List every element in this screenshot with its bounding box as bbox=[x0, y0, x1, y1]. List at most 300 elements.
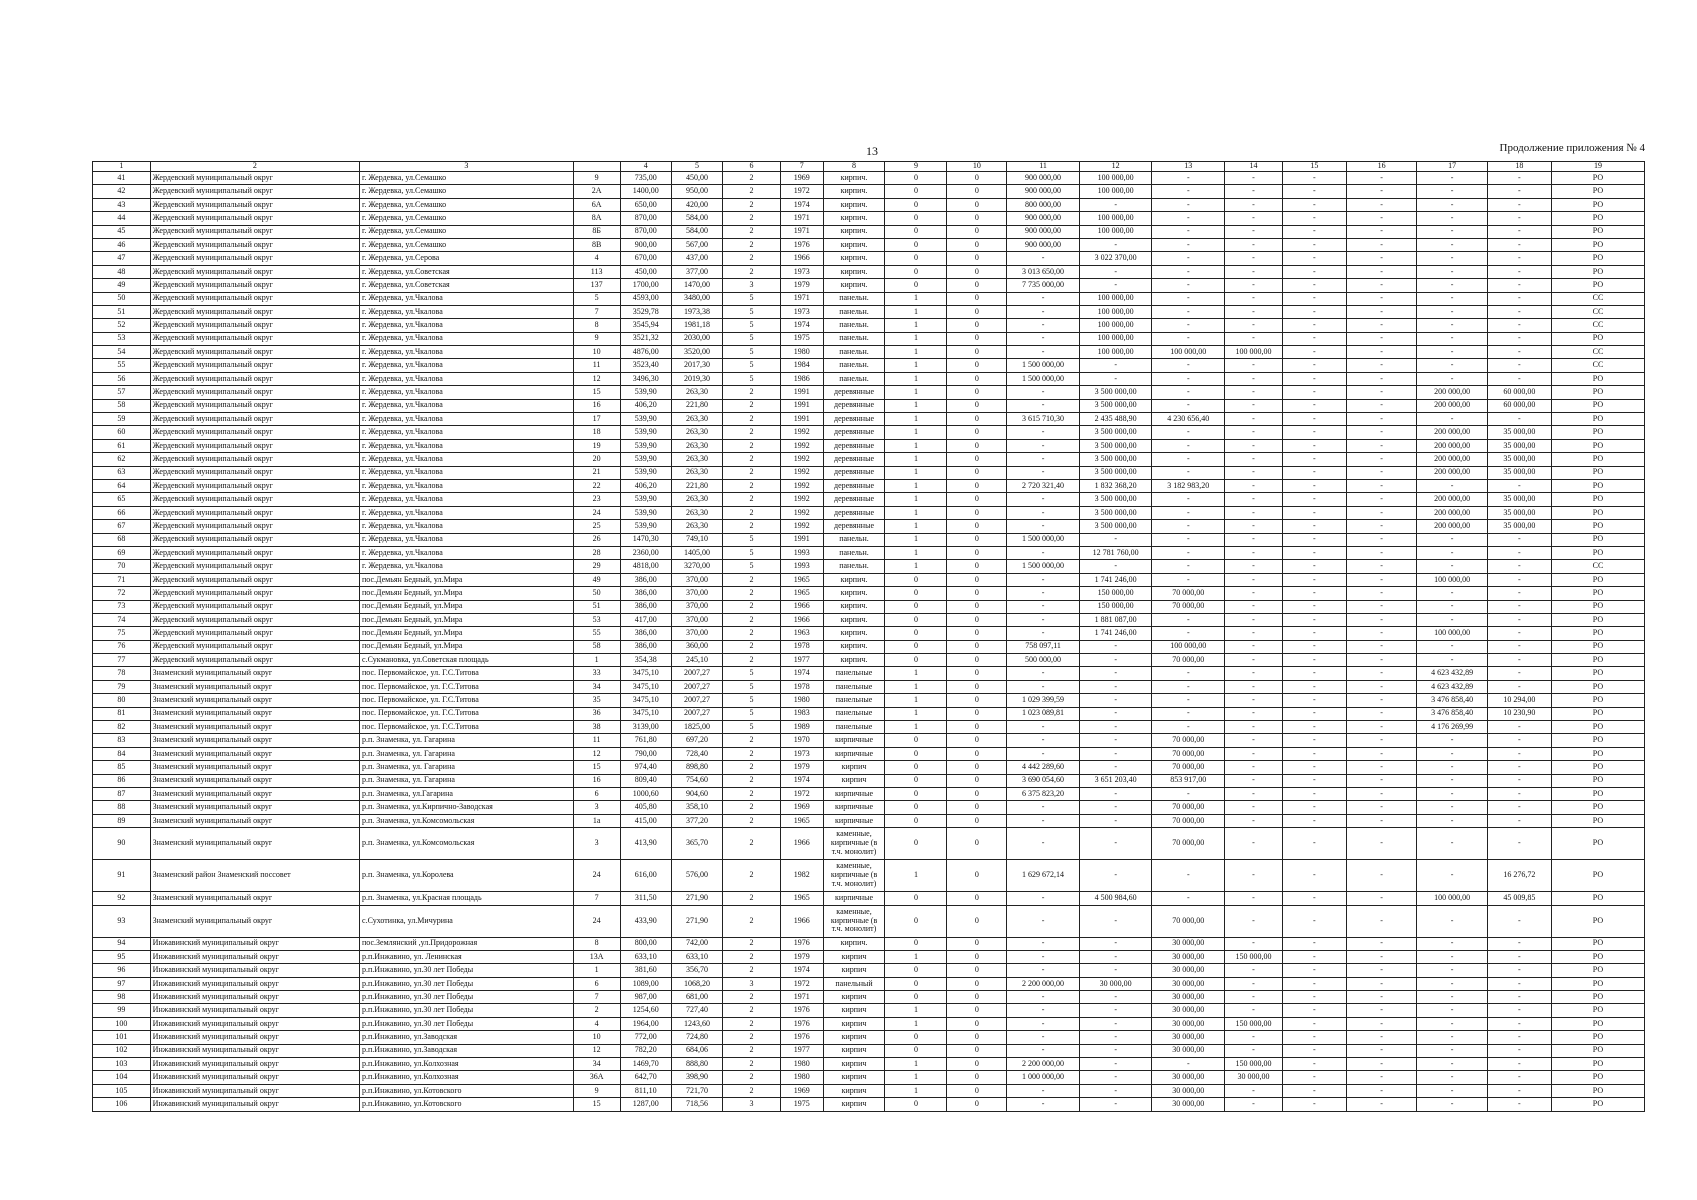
table-cell: РО bbox=[1551, 1084, 1644, 1097]
table-cell: 2 bbox=[723, 238, 781, 251]
table-cell: - bbox=[1225, 238, 1283, 251]
table-cell: 0 bbox=[885, 991, 947, 1004]
table-cell: 311,50 bbox=[620, 892, 671, 905]
table-cell: 70 000,00 bbox=[1152, 747, 1225, 760]
table-cell: - bbox=[1007, 991, 1080, 1004]
table-cell: - bbox=[1152, 198, 1225, 211]
table-cell: - bbox=[1487, 185, 1551, 198]
table-cell: - bbox=[1225, 413, 1283, 426]
table-cell: г. Жердевка, ул.Семашко bbox=[360, 212, 574, 225]
table-cell: 1992 bbox=[780, 479, 823, 492]
table-row bbox=[93, 372, 1645, 385]
table-cell: Инжавинский муниципальный округ bbox=[150, 1084, 359, 1097]
table-cell: 83 bbox=[93, 734, 151, 747]
table-cell: 54 bbox=[93, 346, 151, 359]
table-cell: РО bbox=[1551, 950, 1644, 963]
table-cell: 0 bbox=[885, 801, 947, 814]
table-cell: - bbox=[1487, 279, 1551, 292]
table-cell: - bbox=[1346, 520, 1416, 533]
table-cell: 0 bbox=[947, 860, 1007, 892]
table-row bbox=[93, 761, 1645, 774]
table-cell: - bbox=[1487, 801, 1551, 814]
table-cell: - bbox=[1282, 372, 1346, 385]
table-row bbox=[93, 1071, 1645, 1084]
table-cell: - bbox=[1225, 319, 1283, 332]
table-cell: р.п.Инжавино, ул.Котовского bbox=[360, 1098, 574, 1111]
table-cell: 1 500 000,00 bbox=[1007, 372, 1080, 385]
table-row bbox=[93, 520, 1645, 533]
table-cell: 386,00 bbox=[620, 600, 671, 613]
table-cell: Жердевский муниципальный округ bbox=[150, 426, 359, 439]
table-cell: - bbox=[1152, 680, 1225, 693]
table-cell: 0 bbox=[947, 533, 1007, 546]
table-cell: - bbox=[1282, 937, 1346, 950]
table-cell: 64 bbox=[93, 479, 151, 492]
table-cell: 900 000,00 bbox=[1007, 238, 1080, 251]
table-cell: 3 500 000,00 bbox=[1079, 506, 1152, 519]
table-cell: - bbox=[1282, 346, 1346, 359]
table-cell: 888,80 bbox=[671, 1058, 722, 1071]
table-cell: 7 735 000,00 bbox=[1007, 279, 1080, 292]
table-cell: - bbox=[1346, 667, 1416, 680]
table-cell: 0 bbox=[947, 814, 1007, 827]
table-row bbox=[93, 774, 1645, 787]
table-cell: 782,20 bbox=[620, 1044, 671, 1057]
table-row bbox=[93, 828, 1645, 860]
table-cell: Жердевский муниципальный округ bbox=[150, 332, 359, 345]
table-cell: РО bbox=[1551, 721, 1644, 734]
table-cell: 1 500 000,00 bbox=[1007, 359, 1080, 372]
table-cell: - bbox=[1487, 1004, 1551, 1017]
table-cell: Жердевский муниципальный округ bbox=[150, 466, 359, 479]
table-cell: 1971 bbox=[780, 225, 823, 238]
table-cell: 0 bbox=[885, 814, 947, 827]
table-cell: кирпичные bbox=[823, 734, 885, 747]
table-cell: 0 bbox=[885, 627, 947, 640]
table-cell: - bbox=[1346, 506, 1416, 519]
table-cell: 1972 bbox=[780, 787, 823, 800]
table-cell: р.п. Знаменка, ул.Кирпично-Заводская bbox=[360, 801, 574, 814]
table-cell: 84 bbox=[93, 747, 151, 760]
table-cell: 263,30 bbox=[671, 386, 722, 399]
table-cell: 66 bbox=[93, 506, 151, 519]
table-cell: - bbox=[1346, 359, 1416, 372]
table-cell: РО bbox=[1551, 533, 1644, 546]
table-cell: - bbox=[1225, 332, 1283, 345]
table-cell: - bbox=[1487, 372, 1551, 385]
column-header: 8 bbox=[823, 162, 885, 172]
table-cell: - bbox=[1007, 332, 1080, 345]
table-cell: 1825,00 bbox=[671, 721, 722, 734]
table-cell: 0 bbox=[947, 573, 1007, 586]
table-cell: 0 bbox=[947, 238, 1007, 251]
table-cell: - bbox=[1282, 305, 1346, 318]
table-cell: 30 000,00 bbox=[1152, 1017, 1225, 1030]
table-cell: 100 000,00 bbox=[1152, 346, 1225, 359]
table-cell: 30 000,00 bbox=[1152, 977, 1225, 990]
table-cell: деревянные bbox=[823, 426, 885, 439]
table-cell: - bbox=[1225, 721, 1283, 734]
table-cell: 1992 bbox=[780, 493, 823, 506]
table-row bbox=[93, 212, 1645, 225]
table-cell: 1 bbox=[885, 386, 947, 399]
table-cell: 34 bbox=[573, 680, 620, 693]
table-cell: 1965 bbox=[780, 814, 823, 827]
column-header bbox=[573, 162, 620, 172]
table-cell: - bbox=[1079, 801, 1152, 814]
table-cell: 3475,10 bbox=[620, 707, 671, 720]
table-cell: - bbox=[1346, 964, 1416, 977]
table-cell: - bbox=[1225, 533, 1283, 546]
table-cell: - bbox=[1007, 680, 1080, 693]
table-cell: 55 bbox=[573, 627, 620, 640]
column-header: 15 bbox=[1282, 162, 1346, 172]
table-cell: - bbox=[1152, 627, 1225, 640]
table-cell: 386,00 bbox=[620, 587, 671, 600]
table-cell: 1973 bbox=[780, 747, 823, 760]
table-cell: - bbox=[1007, 573, 1080, 586]
table-cell: 1976 bbox=[780, 1017, 823, 1030]
table-cell: - bbox=[1346, 1084, 1416, 1097]
table-cell: пос.Демьян Бедный, ул.Мира bbox=[360, 640, 574, 653]
table-cell: 1969 bbox=[780, 801, 823, 814]
table-cell: - bbox=[1007, 950, 1080, 963]
table-cell: - bbox=[1152, 439, 1225, 452]
table-cell: - bbox=[1346, 801, 1416, 814]
table-cell: 1981,18 bbox=[671, 319, 722, 332]
table-cell: р.п.Инжавино, ул.30 лет Победы bbox=[360, 991, 574, 1004]
table-cell: 5 bbox=[723, 694, 781, 707]
table-cell: - bbox=[1079, 654, 1152, 667]
table-cell: - bbox=[1346, 761, 1416, 774]
table-cell: 59 bbox=[93, 413, 151, 426]
table-cell: 0 bbox=[947, 399, 1007, 412]
table-cell: 2 200 000,00 bbox=[1007, 977, 1080, 990]
table-cell: РО bbox=[1551, 774, 1644, 787]
table-cell: пос.Демьян Бедный, ул.Мира bbox=[360, 600, 574, 613]
table-cell: Жердевский муниципальный округ bbox=[150, 600, 359, 613]
table-cell: 8 bbox=[573, 937, 620, 950]
table-cell: - bbox=[1225, 787, 1283, 800]
table-cell: кирпичные bbox=[823, 801, 885, 814]
table-cell: 0 bbox=[947, 212, 1007, 225]
table-cell: - bbox=[1007, 520, 1080, 533]
table-cell: 727,40 bbox=[671, 1004, 722, 1017]
table-cell: 57 bbox=[93, 386, 151, 399]
table-cell: панельн. bbox=[823, 332, 885, 345]
table-cell: - bbox=[1282, 654, 1346, 667]
housing-table bbox=[92, 161, 1645, 1112]
table-cell: - bbox=[1282, 892, 1346, 905]
column-header: 6 bbox=[723, 162, 781, 172]
table-cell: деревянные bbox=[823, 466, 885, 479]
table-cell: 0 bbox=[947, 305, 1007, 318]
table-cell: Жердевский муниципальный округ bbox=[150, 198, 359, 211]
table-cell: - bbox=[1152, 386, 1225, 399]
table-cell: РО bbox=[1551, 734, 1644, 747]
table-cell: 1980 bbox=[780, 1058, 823, 1071]
table-cell: - bbox=[1152, 252, 1225, 265]
table-cell: - bbox=[1152, 546, 1225, 559]
table-cell: 2 bbox=[723, 860, 781, 892]
table-cell: 70 000,00 bbox=[1152, 801, 1225, 814]
table-cell: 539,90 bbox=[620, 426, 671, 439]
table-cell: - bbox=[1346, 332, 1416, 345]
table-cell: 0 bbox=[947, 426, 1007, 439]
table-row bbox=[93, 453, 1645, 466]
table-cell: - bbox=[1346, 747, 1416, 760]
table-cell: - bbox=[1417, 828, 1487, 860]
table-cell: 3 500 000,00 bbox=[1079, 520, 1152, 533]
table-cell: - bbox=[1007, 600, 1080, 613]
table-cell: пос. Первомайское, ул. Г.С.Титова bbox=[360, 694, 574, 707]
table-cell: 0 bbox=[947, 1098, 1007, 1111]
table-cell: - bbox=[1282, 265, 1346, 278]
table-cell: РО bbox=[1551, 937, 1644, 950]
table-cell: - bbox=[1079, 1058, 1152, 1071]
table-cell: 0 bbox=[885, 774, 947, 787]
table-cell: - bbox=[1417, 1017, 1487, 1030]
table-cell: 539,90 bbox=[620, 413, 671, 426]
table-cell: 0 bbox=[885, 1044, 947, 1057]
table-cell: РО bbox=[1551, 332, 1644, 345]
table-cell: 370,00 bbox=[671, 573, 722, 586]
table-cell: - bbox=[1346, 493, 1416, 506]
table-cell: панельн. bbox=[823, 546, 885, 559]
table-cell: 1 bbox=[885, 860, 947, 892]
table-cell: 2 bbox=[723, 761, 781, 774]
table-cell: г. Жердевка, ул.Серова bbox=[360, 252, 574, 265]
table-cell: РО bbox=[1551, 198, 1644, 211]
table-cell: - bbox=[1225, 977, 1283, 990]
table-cell: - bbox=[1079, 238, 1152, 251]
table-cell: Знаменский муниципальный округ bbox=[150, 694, 359, 707]
table-cell: кирпичные bbox=[823, 747, 885, 760]
table-cell: - bbox=[1346, 1017, 1416, 1030]
table-cell: - bbox=[1487, 265, 1551, 278]
table-cell: 2 bbox=[723, 600, 781, 613]
table-cell: - bbox=[1282, 1071, 1346, 1084]
table-cell: панельные bbox=[823, 707, 885, 720]
table-cell: РО bbox=[1551, 546, 1644, 559]
table-cell: 2 bbox=[723, 426, 781, 439]
table-cell: 3 bbox=[723, 977, 781, 990]
table-cell: 3475,10 bbox=[620, 667, 671, 680]
table-cell: - bbox=[1346, 198, 1416, 211]
table-cell: 415,00 bbox=[620, 814, 671, 827]
table-cell: 11 bbox=[573, 734, 620, 747]
table-cell: 51 bbox=[93, 305, 151, 318]
table-cell: - bbox=[1225, 1084, 1283, 1097]
table-cell: - bbox=[1079, 761, 1152, 774]
table-cell: РО bbox=[1551, 372, 1644, 385]
table-cell: г. Жердевка, ул.Чкалова bbox=[360, 493, 574, 506]
table-cell: - bbox=[1007, 466, 1080, 479]
table-cell: 12 bbox=[573, 1044, 620, 1057]
table-cell: 0 bbox=[885, 573, 947, 586]
table-cell: 19 bbox=[573, 439, 620, 452]
table-cell: 17 bbox=[573, 413, 620, 426]
table-cell: 100 000,00 bbox=[1417, 892, 1487, 905]
table-cell: РО bbox=[1551, 747, 1644, 760]
column-header: 18 bbox=[1487, 162, 1551, 172]
table-cell: г. Жердевка, ул.Чкалова bbox=[360, 560, 574, 573]
table-cell: - bbox=[1487, 292, 1551, 305]
table-cell: - bbox=[1282, 1004, 1346, 1017]
table-cell: 3520,00 bbox=[671, 346, 722, 359]
table-cell: РО bbox=[1551, 761, 1644, 774]
table-cell: кирпич. bbox=[823, 627, 885, 640]
table-cell: 30 000,00 bbox=[1225, 1071, 1283, 1084]
table-cell: 1989 bbox=[780, 721, 823, 734]
table-row bbox=[93, 1044, 1645, 1057]
table-cell: - bbox=[1282, 573, 1346, 586]
table-cell: Жердевский муниципальный округ bbox=[150, 372, 359, 385]
table-cell: Знаменский муниципальный округ bbox=[150, 707, 359, 720]
table-cell: панельн. bbox=[823, 305, 885, 318]
table-cell: 42 bbox=[93, 185, 151, 198]
table-cell: 263,30 bbox=[671, 439, 722, 452]
table-cell: 3 013 650,00 bbox=[1007, 265, 1080, 278]
table-cell: - bbox=[1282, 667, 1346, 680]
table-cell: 8В bbox=[573, 238, 620, 251]
table-row bbox=[93, 814, 1645, 827]
table-cell: - bbox=[1346, 225, 1416, 238]
table-cell: 113 bbox=[573, 265, 620, 278]
table-cell: - bbox=[1282, 828, 1346, 860]
table-cell: - bbox=[1346, 212, 1416, 225]
table-cell: 30 000,00 bbox=[1079, 977, 1152, 990]
table-cell: 0 bbox=[947, 252, 1007, 265]
table-cell: - bbox=[1079, 950, 1152, 963]
table-cell: - bbox=[1417, 1071, 1487, 1084]
table-cell: р.п.Инжавино, ул.Котовского bbox=[360, 1084, 574, 1097]
table-cell: 38 bbox=[573, 721, 620, 734]
table-cell: - bbox=[1487, 905, 1551, 937]
table-row bbox=[93, 1058, 1645, 1071]
table-cell: - bbox=[1079, 964, 1152, 977]
table-cell: 150 000,00 bbox=[1079, 600, 1152, 613]
table-cell: РО bbox=[1551, 413, 1644, 426]
table-cell: - bbox=[1346, 573, 1416, 586]
table-cell: 4818,00 bbox=[620, 560, 671, 573]
table-cell: РО bbox=[1551, 185, 1644, 198]
table-cell: - bbox=[1346, 734, 1416, 747]
table-cell: 0 bbox=[947, 694, 1007, 707]
table-cell: 386,00 bbox=[620, 640, 671, 653]
table-cell: 406,20 bbox=[620, 399, 671, 412]
table-cell: 3 500 000,00 bbox=[1079, 386, 1152, 399]
table-cell: кирпич. bbox=[823, 252, 885, 265]
table-cell: - bbox=[1225, 279, 1283, 292]
table-row bbox=[93, 573, 1645, 586]
table-row bbox=[93, 252, 1645, 265]
table-cell: Инжавинский муниципальный округ bbox=[150, 937, 359, 950]
table-cell: РО bbox=[1551, 613, 1644, 626]
table-cell: 1 bbox=[885, 466, 947, 479]
table-cell: - bbox=[1007, 346, 1080, 359]
table-cell: 0 bbox=[885, 787, 947, 800]
table-cell: РО bbox=[1551, 977, 1644, 990]
table-cell: - bbox=[1417, 937, 1487, 950]
table-cell: 60 000,00 bbox=[1487, 399, 1551, 412]
table-cell: 3 500 000,00 bbox=[1079, 426, 1152, 439]
table-cell: кирпич. bbox=[823, 185, 885, 198]
table-cell: 45 009,85 bbox=[1487, 892, 1551, 905]
table-cell: 9 bbox=[573, 332, 620, 345]
table-cell: 1 832 368,20 bbox=[1079, 479, 1152, 492]
table-cell: - bbox=[1152, 359, 1225, 372]
table-cell: 200 000,00 bbox=[1417, 493, 1487, 506]
table-cell: РО bbox=[1551, 828, 1644, 860]
table-cell: - bbox=[1282, 860, 1346, 892]
table-cell: - bbox=[1225, 761, 1283, 774]
table-cell: 100 000,00 bbox=[1079, 346, 1152, 359]
table-cell: 1470,30 bbox=[620, 533, 671, 546]
table-cell: 1 bbox=[885, 305, 947, 318]
column-header: 16 bbox=[1346, 162, 1416, 172]
table-cell: - bbox=[1417, 372, 1487, 385]
table-cell: 0 bbox=[885, 1031, 947, 1044]
table-cell: - bbox=[1007, 1044, 1080, 1057]
table-cell: 1 000 000,00 bbox=[1007, 1071, 1080, 1084]
table-cell: 6 bbox=[573, 977, 620, 990]
table-cell: 539,90 bbox=[620, 520, 671, 533]
table-cell: - bbox=[1417, 1004, 1487, 1017]
table-cell: 1984 bbox=[780, 359, 823, 372]
table-cell: 4 623 432,89 bbox=[1417, 667, 1487, 680]
table-cell: - bbox=[1225, 359, 1283, 372]
table-cell: - bbox=[1346, 1004, 1416, 1017]
table-cell: 12 bbox=[573, 372, 620, 385]
table-cell: 413,90 bbox=[620, 828, 671, 860]
table-cell: г. Жердевка, ул.Советская bbox=[360, 279, 574, 292]
table-cell: 263,30 bbox=[671, 493, 722, 506]
table-cell: 2А bbox=[573, 185, 620, 198]
table-row bbox=[93, 860, 1645, 892]
table-cell: - bbox=[1346, 292, 1416, 305]
table-cell: 1974 bbox=[780, 319, 823, 332]
table-cell: - bbox=[1079, 707, 1152, 720]
table-cell: 0 bbox=[947, 372, 1007, 385]
table-cell: 3529,78 bbox=[620, 305, 671, 318]
table-cell: - bbox=[1346, 680, 1416, 693]
table-cell: - bbox=[1225, 252, 1283, 265]
table-cell: 1965 bbox=[780, 573, 823, 586]
table-cell: Инжавинский муниципальный округ bbox=[150, 1017, 359, 1030]
table-cell: 102 bbox=[93, 1044, 151, 1057]
table-cell: г. Жердевка, ул.Семашко bbox=[360, 225, 574, 238]
table-cell: - bbox=[1152, 892, 1225, 905]
table-cell: РО bbox=[1551, 1071, 1644, 1084]
table-cell: 0 bbox=[947, 1071, 1007, 1084]
table-cell: - bbox=[1346, 654, 1416, 667]
table-cell: - bbox=[1487, 747, 1551, 760]
table-cell: 36 bbox=[573, 707, 620, 720]
table-cell: 1974 bbox=[780, 198, 823, 211]
table-cell: 0 bbox=[947, 937, 1007, 950]
table-cell: 772,00 bbox=[620, 1031, 671, 1044]
table-cell: - bbox=[1487, 198, 1551, 211]
table-row bbox=[93, 332, 1645, 345]
table-cell: 3521,32 bbox=[620, 332, 671, 345]
table-cell: 79 bbox=[93, 680, 151, 693]
table-cell: СС bbox=[1551, 359, 1644, 372]
table-cell: 98 bbox=[93, 991, 151, 1004]
table-cell: 221,80 bbox=[671, 399, 722, 412]
table-cell: 2 bbox=[723, 252, 781, 265]
table-cell: - bbox=[1346, 453, 1416, 466]
